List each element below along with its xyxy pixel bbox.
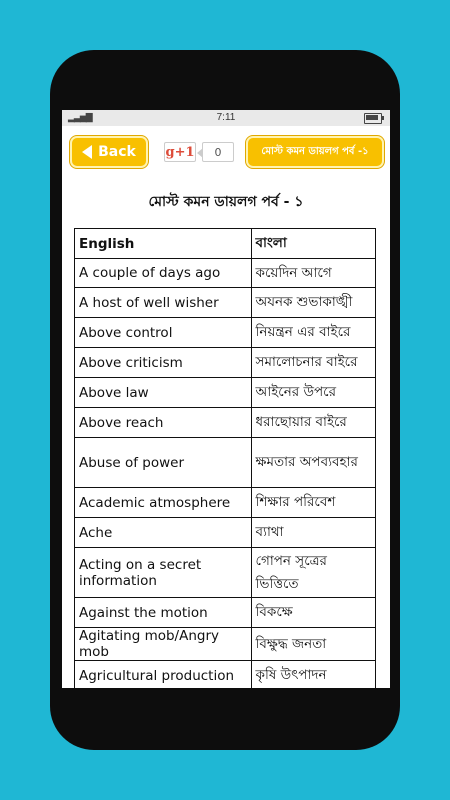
english-phrase: Agitating mob/Angry mob (75, 628, 252, 661)
english-phrase: Above control (75, 318, 252, 348)
table-row (75, 518, 376, 548)
back-button[interactable] (70, 136, 148, 168)
english-phrase: Abuse of power (75, 438, 252, 488)
english-phrase: A host of well wisher (75, 288, 252, 318)
table-header-row (75, 229, 376, 259)
english-phrase: Above criticism (75, 348, 252, 378)
bangla-meaning: নিয়ন্ত্রন এর বাইরে (251, 318, 375, 348)
table-row (75, 408, 376, 438)
table-body (75, 259, 376, 689)
bangla-meaning: ক্ষমতার অপব্যবহার (251, 438, 375, 488)
bangla-meaning: গোপন সূত্রের ভিত্তিতে (251, 548, 375, 598)
back-label: Back (98, 144, 136, 160)
bangla-meaning: কৃষি উৎপাদন (251, 661, 375, 689)
bangla-meaning: আইনের উপরে (251, 378, 375, 408)
english-phrase: Above law (75, 378, 252, 408)
app-screen (62, 110, 390, 688)
column-header-english: English (75, 229, 252, 259)
google-plus-count: 0 (202, 142, 234, 162)
english-phrase: A couple of days ago (75, 259, 252, 288)
table-row (75, 661, 376, 689)
table-row (75, 628, 376, 661)
page-title: মোস্ট কমন ডায়লগ পর্ব - ১ (148, 194, 304, 210)
table-row (75, 348, 376, 378)
google-plus-one-button[interactable]: g+1 (164, 142, 196, 162)
english-phrase: Above reach (75, 408, 252, 438)
table-row (75, 488, 376, 518)
english-phrase: Acting on a secret information (75, 548, 252, 598)
bangla-meaning: ব্যাথা (251, 518, 375, 548)
bangla-meaning: অযনক শুভাকাঙ্খী (251, 288, 375, 318)
bangla-meaning: ধরাছোয়ার বাইরে (251, 408, 375, 438)
bangla-meaning: বিক্ষুদ্ধ জনতা (251, 628, 375, 661)
table-row (75, 259, 376, 288)
table-row (75, 548, 376, 598)
dialog-table-container (74, 228, 376, 688)
status-time: 7:11 (216, 112, 236, 123)
table-row (75, 598, 376, 628)
bangla-meaning: সমালোচনার বাইরে (251, 348, 375, 378)
part-one-button[interactable]: মোস্ট কমন ডায়লগ পর্ব -১ (246, 136, 384, 168)
bangla-meaning: শিক্ষার পরিবেশ (251, 488, 375, 518)
table-row (75, 378, 376, 408)
column-header-bangla: বাংলা (251, 229, 375, 259)
english-phrase: Against the motion (75, 598, 252, 628)
back-arrow-icon (82, 145, 92, 159)
bangla-meaning: কয়েদিন আগে (251, 259, 375, 288)
signal-icon: ▂▃▅▇ (68, 112, 92, 122)
dialog-table (74, 228, 376, 688)
bangla-meaning: বিকক্ষে (251, 598, 375, 628)
battery-icon (364, 113, 382, 124)
status-bar (62, 110, 390, 126)
english-phrase: Academic atmosphere (75, 488, 252, 518)
table-row (75, 438, 376, 488)
table-row (75, 318, 376, 348)
table-row (75, 288, 376, 318)
toolbar (62, 132, 390, 172)
english-phrase: Ache (75, 518, 252, 548)
english-phrase: Agricultural production (75, 661, 252, 689)
